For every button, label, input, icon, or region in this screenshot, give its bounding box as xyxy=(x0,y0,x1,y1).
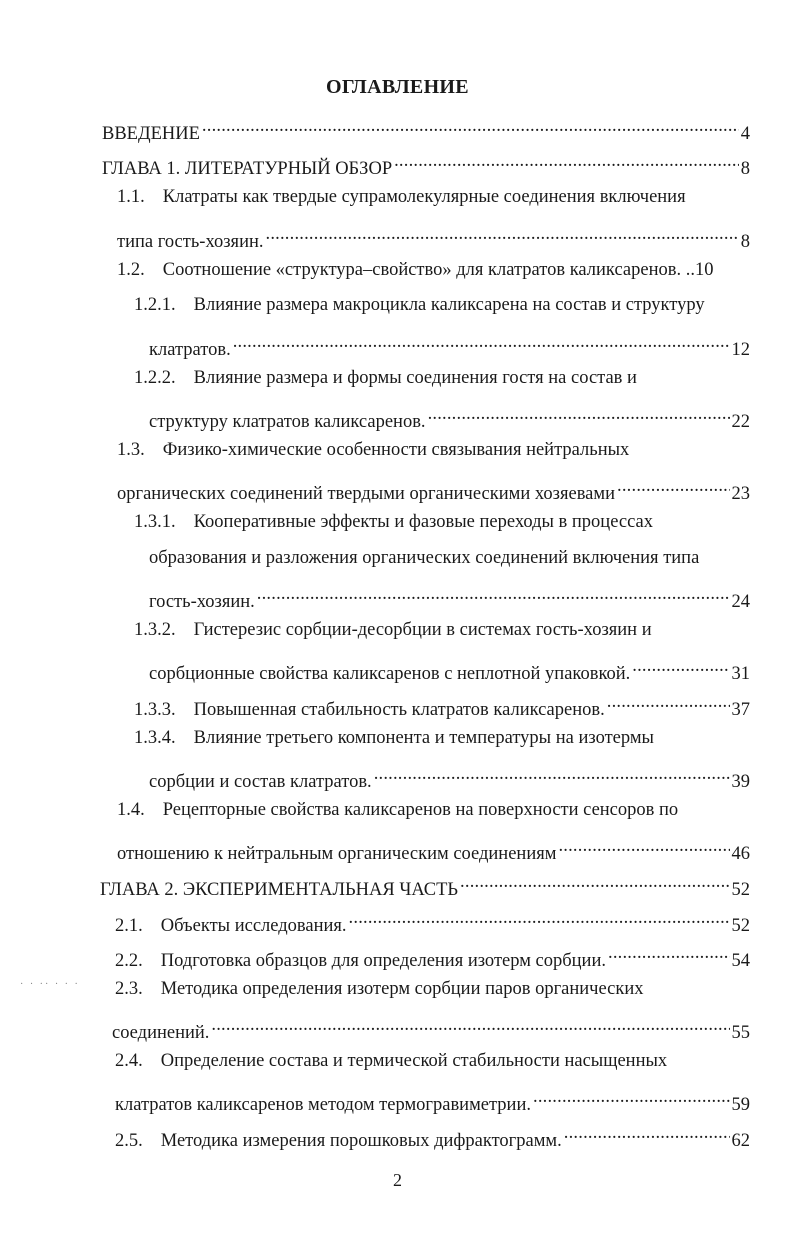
toc-entry-label: ВВЕДЕНИЕ xyxy=(102,124,200,144)
toc-entry-1-3-4-line2[interactable] xyxy=(149,761,750,795)
section-number: 1.1. xyxy=(117,187,145,207)
dot-leader xyxy=(460,869,729,895)
toc-entry-text: сорбционные свойства каликсаренов с неплотной упаковкой. xyxy=(149,664,631,684)
toc-page-number: 39 xyxy=(731,772,750,792)
toc-page-number: 62 xyxy=(731,1131,750,1151)
dot-leader xyxy=(202,113,739,139)
toc-entry-text: гость-хозяин. xyxy=(149,592,255,612)
toc-entry-2-5[interactable] xyxy=(115,1120,750,1154)
dot-leader xyxy=(564,1120,730,1146)
toc-entry-text: Методика определения изотерм сорбции паров органических xyxy=(160,979,644,999)
toc-entry-text: типа гость-хозяин. xyxy=(117,232,264,252)
toc-entry-text: Физико-химические особенности связывания нейтральных xyxy=(162,440,630,460)
section-number: 2.1. xyxy=(115,916,143,936)
toc-entry-text: Подготовка образцов для определения изотерм сорбции. xyxy=(160,951,606,971)
toc-entry-label: ГЛАВА 2. ЭКСПЕРИМЕНТАЛЬНАЯ ЧАСТЬ xyxy=(100,880,459,900)
toc-entry-text: структуру клатратов каликсаренов. xyxy=(149,412,426,432)
toc-entry-2-4-line2[interactable] xyxy=(115,1084,750,1118)
toc-entry-text: Кооперативные эффекты и фазовые переходы в процессах xyxy=(193,512,653,532)
toc-entry-label: ГЛАВА 1. ЛИТЕРАТУРНЫЙ ОБЗОР xyxy=(102,159,393,179)
toc-entry-1-1-line2[interactable] xyxy=(117,221,750,255)
scan-speck: · · ·· · · · xyxy=(20,979,80,990)
dot-leader xyxy=(257,581,730,607)
page-number-footer: 2 xyxy=(393,1170,402,1190)
section-number: 2.5. xyxy=(115,1131,143,1151)
toc-entry-introduction[interactable] xyxy=(102,113,750,147)
toc-entry-text: образования и разложения органических соединений включения типа xyxy=(149,548,700,568)
dot-leader xyxy=(374,761,730,787)
dot-leader xyxy=(266,221,739,247)
toc-page-number: 24 xyxy=(731,592,750,612)
toc-entry-text: Объекты исследования. xyxy=(160,916,347,936)
toc-entry-text: Соотношение «структура–свойство» для клатратов каликсаренов. .. xyxy=(162,260,695,280)
toc-entry-text: Методика измерения порошковых дифрактограмм. xyxy=(160,1131,562,1151)
toc-page-number: 22 xyxy=(731,412,750,432)
toc-entry-chapter-2[interactable] xyxy=(100,869,750,903)
section-number: 1.2. xyxy=(117,260,145,280)
toc-entry-1-3-1-line3[interactable] xyxy=(149,581,750,615)
toc-entry-1-2-2-line2[interactable] xyxy=(149,401,750,435)
dot-leader xyxy=(632,653,729,679)
toc-entry-1-4-line2[interactable] xyxy=(117,833,750,867)
toc-entry-1-2-1-line2[interactable] xyxy=(149,329,750,363)
dot-leader xyxy=(617,473,729,499)
dot-leader xyxy=(211,1012,729,1038)
toc-entry-text: соединений. xyxy=(112,1023,210,1043)
section-number: 1.3.3. xyxy=(134,700,176,720)
toc-entry-text: органических соединений твердыми органическими хозяевами xyxy=(117,484,616,504)
toc-entry-2-3-line2[interactable] xyxy=(112,1012,750,1046)
page-title: ОГЛАВЛЕНИЕ xyxy=(326,76,469,98)
toc-entry-1-3-2-line2[interactable] xyxy=(149,653,750,687)
toc-entry-chapter-1[interactable] xyxy=(102,148,750,182)
dot-leader xyxy=(428,401,730,427)
section-number: 1.3.4. xyxy=(134,728,176,748)
toc-page-number: 46 xyxy=(731,844,750,864)
toc-entry-text: Влияние размера и формы соединения гостя на состав и xyxy=(193,368,637,388)
toc-page-number: 55 xyxy=(731,1023,750,1043)
toc-page-number: 8 xyxy=(740,159,750,179)
toc-page-number: 54 xyxy=(731,951,750,971)
dot-leader xyxy=(607,689,730,715)
toc-page-number: 37 xyxy=(731,700,750,720)
toc-entry-text: Повышенная стабильность клатратов каликсаренов. xyxy=(193,700,605,720)
toc-entry-1-3-3[interactable] xyxy=(134,689,750,723)
toc-entry-1-3-line2[interactable] xyxy=(117,473,750,507)
section-number: 2.3. xyxy=(115,979,143,999)
dot-leader xyxy=(533,1084,730,1110)
section-number: 1.3.1. xyxy=(134,512,176,532)
dot-leader xyxy=(394,148,739,174)
toc-entry-text: Влияние третьего компонента и температуры на изотермы xyxy=(193,728,654,748)
toc-entry-text: Определение состава и термической стабильности насыщенных xyxy=(160,1051,668,1071)
dot-leader xyxy=(558,833,729,859)
toc-entry-text: отношению к нейтральным органическим соединениям xyxy=(117,844,557,864)
toc-entry-text: клатратов каликсаренов методом термогравиметрии. xyxy=(115,1095,531,1115)
toc-entry-text: Клатраты как твердые супрамолекулярные соединения включения xyxy=(162,187,686,207)
toc-page-number: 8 xyxy=(740,232,750,252)
section-number: 2.2. xyxy=(115,951,143,971)
toc-page-number: 10 xyxy=(694,260,714,280)
dot-leader xyxy=(233,329,730,355)
toc-entry-text: сорбции и состав клатратов. xyxy=(149,772,372,792)
dot-leader xyxy=(349,905,730,931)
toc-page-number: 4 xyxy=(740,124,750,144)
toc-page-number: 31 xyxy=(731,664,750,684)
toc-page-number: 59 xyxy=(731,1095,750,1115)
toc-page-number: 23 xyxy=(731,484,750,504)
dot-leader xyxy=(608,940,730,966)
section-number: 1.4. xyxy=(117,800,145,820)
toc-entry-text: Влияние размера макроцикла каликсарена на состав и структуру xyxy=(193,295,705,315)
section-number: 2.4. xyxy=(115,1051,143,1071)
toc-page-number: 52 xyxy=(731,880,750,900)
toc-page-number: 12 xyxy=(731,340,750,360)
section-number: 1.3.2. xyxy=(134,620,176,640)
section-number: 1.3. xyxy=(117,440,145,460)
toc-entry-text: Гистерезис сорбции-десорбции в системах гость-хозяин и xyxy=(193,620,652,640)
toc-entry-2-1[interactable] xyxy=(115,905,750,939)
toc-page-number: 52 xyxy=(731,916,750,936)
toc-entry-2-2[interactable] xyxy=(115,940,750,974)
section-number: 1.2.2. xyxy=(134,368,176,388)
toc-entry-1-2[interactable] xyxy=(117,257,750,283)
toc-entry-text: Рецепторные свойства каликсаренов на поверхности сенсоров по xyxy=(162,800,679,820)
section-number: 1.2.1. xyxy=(134,295,176,315)
toc-entry-text: клатратов. xyxy=(149,340,231,360)
